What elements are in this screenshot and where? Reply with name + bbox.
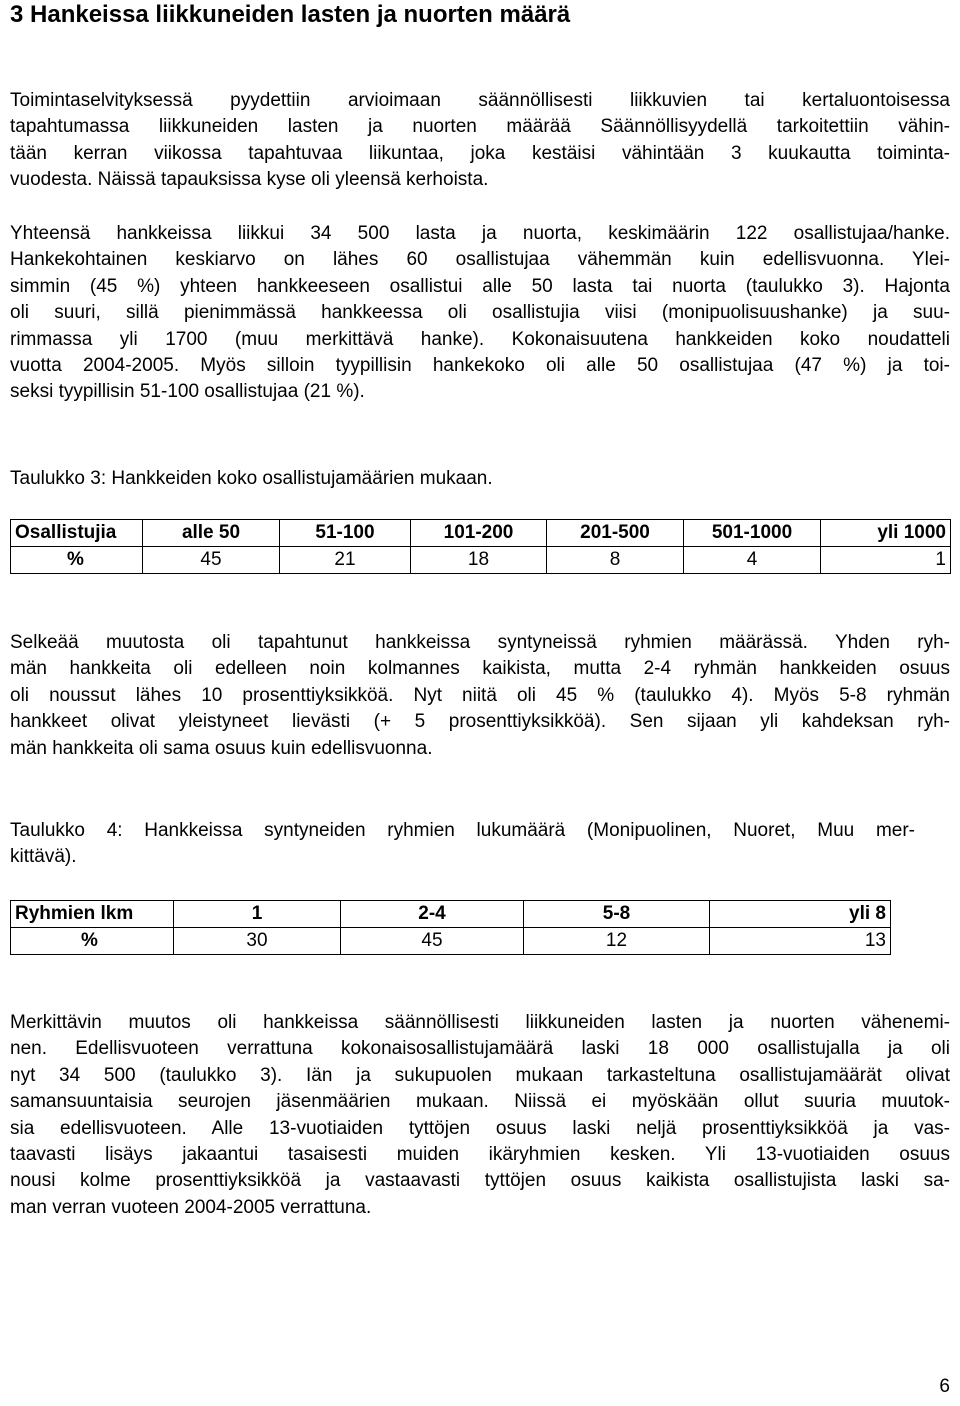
table-cell: 1 [821,547,951,574]
table-cell: 45 [341,928,524,955]
table-cell: alle 50 [143,520,280,547]
table-cell: 501-1000 [684,520,821,547]
text-line: oli suuri, sillä pienimmässä hankkeessa oli osallistujia viisi (monipuolisuushanke) ja suu- [10,302,950,324]
text-line: samansuuntaisia seurojen jäsenmäärien mukaan. Niissä ei myöskään ollut suuria muutok- [10,1091,950,1113]
text-line: sia edellisvuoteen. Alle 13-vuotiaiden tyttöjen osuus laski neljä prosenttiyksikköä ja vas- [10,1117,950,1139]
text-line: vuotta 2004-2005. Myös silloin tyypillisin hankekoko oli alle 50 osallistujaa (47 %) ja toi- [10,354,950,376]
table-cell: 4 [684,547,821,574]
text-line: Merkittävin muutos oli hankkeissa säännöllisesti liikkuneiden lasten ja nuorten vähenemi- [10,1012,950,1033]
table-row [11,547,951,574]
table-row [11,928,891,955]
text-line: nousi kolme prosenttiyksikköä ja vastaavasti tyttöjen osuus kaikista osallistujista laski sa- [10,1170,950,1192]
text-line: Selkeää muutosta oli tapahtunut hankkeissa syntyneissä ryhmien määrässä. Yhden ryh- [10,632,950,653]
table4 [10,900,891,955]
text-line: män hankkeita oli edelleen noin kolmannes kaikista, mutta 2-4 ryhmän hankkeiden osuus [10,658,950,680]
table-cell: 21 [280,547,411,574]
table-cell: 1 [174,901,341,928]
table-cell: Ryhmien lkm [11,901,174,928]
paragraph-intro [10,88,950,194]
text-line: hankkeet olivat yleistyneet lievästi (+ 5 prosenttiyksikköä). Sen sijaan yli kahdeksan ryh- [10,711,950,733]
table-header-row [11,901,891,928]
text-line: Toimintaselvityksessä pyydettiin arvioimaan säännöllisesti liikkuvien tai kertaluontoisessa [10,90,950,111]
table-cell: 8 [547,547,684,574]
text-line: Yhteensä hankkeissa liikkui 34 500 lasta ja nuorta, keskimäärin 122 osallistujaa/hanke. [10,223,950,244]
text-line: nyt 34 500 (taulukko 3). Iän ja sukupuolen mukaan tarkasteltuna osallistujamäärät olivat [10,1064,950,1086]
table-cell: 13 [710,928,891,955]
table-cell: 12 [524,928,710,955]
text-line: seksi tyypillisin 51-100 osallistujaa (21 %). [10,381,365,403]
paragraph-groups [10,630,950,762]
table-cell: yli 8 [710,901,891,928]
table-cell: 2-4 [341,901,524,928]
caption-text: kittävä). [10,846,77,868]
table-cell: 30 [174,928,341,955]
table-cell: % [11,547,143,574]
text-line: simmin (45 %) yhteen hankkeeseen osallistui alle 50 lasta tai nuorta (taulukko 3). Hajonta [10,275,950,297]
caption-text: Taulukko 3: Hankkeiden koko osallistujamäärien mukaan. [10,468,493,489]
table-header-row [11,520,951,547]
table-cell: 5-8 [524,901,710,928]
text-line: taavasti lisäys jakaantui tasaisesti muiden ikäryhmien kesken. Yli 13-vuotiaiden osuus [10,1143,950,1165]
table-cell: % [11,928,174,955]
paragraph-changes [10,1010,950,1221]
text-line: oli noussut lähes 10 prosenttiyksikköä. Nyt niitä oli 45 % (taulukko 4). Myös 5-8 ryhmän [10,684,950,706]
table-cell: 201-500 [547,520,684,547]
text-line: tään kerran viikossa tapahtuvaa liikuntaa, joka kestäisi vähintään 3 kuukautta toiminta- [10,142,950,164]
table3 [10,519,951,574]
paragraph-participants [10,221,950,406]
caption-text: Taulukko 4: Hankkeissa syntyneiden ryhmien lukumäärä (Monipuolinen, Nuoret, Muu mer- [10,820,915,841]
text-line: rimmassa yli 1700 (muu merkittävä hanke). Kokonaisuutena hankkeiden koko noudatteli [10,328,950,350]
text-line: vuodesta. Näissä tapauksissa kyse oli yleensä kerhoista. [10,169,489,191]
text-line: Hankekohtainen keskiarvo on lähes 60 osallistujaa vähemmän kuin edellisvuonna. Ylei- [10,249,950,271]
text-line: man verran vuoteen 2004-2005 verrattuna. [10,1196,372,1218]
text-line: nen. Edellisvuoteen verrattuna kokonaisosallistujamäärä laski 18 000 osallistujalla ja oli [10,1038,950,1060]
table-cell: 18 [411,547,547,574]
table-cell: Osallistujia [11,520,143,547]
page-number: 6 [939,1376,950,1397]
table-cell: yli 1000 [821,520,951,547]
table3-caption [10,466,493,492]
table-cell: 101-200 [411,520,547,547]
text-line: män hankkeita oli sama osuus kuin edellisvuonna. [10,737,433,759]
text-line: tapahtumassa liikkuneiden lasten ja nuorten määrää Säännöllisyydellä tarkoitettiin vähin- [10,116,950,138]
table-cell: 51-100 [280,520,411,547]
table4-caption [10,818,915,871]
table-cell: 45 [143,547,280,574]
section-heading: 3 Hankeissa liikkuneiden lasten ja nuorten määrä [10,1,571,28]
